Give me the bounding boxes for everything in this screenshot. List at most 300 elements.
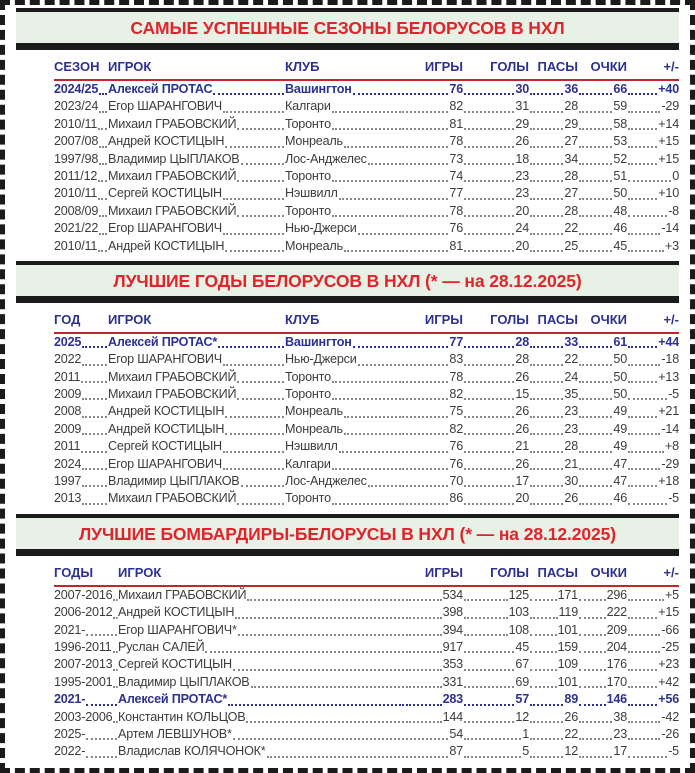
cell-value: 29: [564, 116, 578, 131]
table-row: [54, 674, 679, 691]
cell-value: 36: [564, 82, 578, 96]
cell-points: [578, 726, 627, 743]
cell-goals: [463, 421, 529, 438]
cell-points: [578, 351, 627, 368]
dot-leader: [530, 756, 563, 758]
dot-leader: [530, 381, 563, 383]
cell-value: Владимир ЦЫПЛАКОВ: [108, 151, 240, 166]
dot-leader: [628, 468, 660, 470]
cell-value: 2010/11: [54, 116, 98, 131]
cell-pm: [627, 403, 679, 420]
dot-leader: [406, 433, 448, 435]
cell-goals: [463, 709, 529, 726]
cell-season: [54, 220, 108, 237]
cell-club: [285, 185, 405, 202]
cell-value: 2023/24: [54, 99, 99, 114]
cell-goals: [463, 604, 529, 621]
cell-pm: [627, 81, 679, 98]
cell-assists: [529, 351, 578, 368]
cell-value: 353: [442, 657, 463, 672]
cell-value: 209: [606, 622, 627, 637]
column-header-label: +/-: [663, 311, 679, 327]
dot-leader: [628, 451, 664, 453]
cell-points: [578, 622, 627, 639]
cell-value: -14: [661, 221, 679, 236]
cell-value: 222: [606, 605, 627, 620]
column-header-label: ГОЛЫ: [490, 59, 529, 74]
cell-gp: [405, 709, 463, 726]
dot-leader: [464, 669, 514, 671]
dot-leader: [113, 651, 118, 653]
column-header-gp: [405, 312, 463, 327]
dot-leader: [530, 364, 563, 366]
cell-gp: [405, 203, 463, 220]
cell-value: Монреаль: [285, 421, 343, 436]
column-header-pm: [627, 312, 679, 327]
dot-leader: [233, 738, 404, 740]
cell-player: [108, 168, 285, 185]
dot-leader: [530, 721, 563, 723]
section-best-years: [16, 261, 679, 508]
dot-leader: [530, 163, 563, 165]
cell-gp: [405, 473, 463, 490]
cell-value: 171: [557, 587, 578, 602]
dot-leader: [628, 93, 657, 95]
cell-value: 28: [515, 334, 529, 349]
cell-assists: [529, 438, 578, 455]
cell-value: 45: [515, 639, 529, 654]
cell-gp: [405, 421, 463, 438]
cell-club: [285, 81, 405, 98]
cell-club: [285, 456, 405, 473]
dot-leader: [406, 651, 442, 653]
dot-leader: [579, 756, 612, 758]
dot-leader: [86, 756, 117, 758]
cell-pm: [627, 334, 679, 351]
cell-club: [285, 490, 405, 507]
column-header-label: СЕЗОН: [54, 59, 100, 74]
dot-leader: [86, 738, 117, 740]
dot-leader: [344, 250, 404, 252]
dot-leader: [251, 686, 404, 688]
cell-goals: [463, 238, 529, 255]
cell-value: 66: [613, 82, 627, 96]
column-header-label: ИГРОК: [108, 311, 152, 327]
dot-leader: [628, 215, 667, 217]
cell-gp: [405, 622, 463, 639]
cell-pm: [627, 438, 679, 455]
dot-leader: [579, 364, 612, 366]
cell-value: -14: [661, 421, 679, 436]
cell-value: 26: [564, 491, 578, 506]
cell-club: [285, 351, 405, 368]
dot-leader: [223, 468, 284, 470]
column-header-pm: [627, 59, 679, 74]
cell-value: 26: [564, 709, 578, 724]
cell-value: 331: [442, 674, 463, 689]
cell-player: [118, 622, 405, 639]
dot-leader: [579, 686, 606, 688]
cell-club: [285, 421, 405, 438]
cell-season: [54, 168, 108, 185]
cell-points: [578, 168, 627, 185]
cell-value: 2013: [54, 491, 82, 506]
cell-points: [578, 709, 627, 726]
dot-leader: [332, 180, 404, 182]
dot-leader: [464, 346, 514, 348]
dot-leader: [82, 364, 107, 366]
cell-value: Алексей ПРОТАС*: [108, 334, 218, 349]
cell-goals: [463, 351, 529, 368]
dot-leader: [579, 381, 612, 383]
cell-value: 77: [449, 186, 463, 201]
dot-leader: [579, 416, 612, 418]
cell-value: 24: [564, 369, 578, 384]
dot-leader: [225, 433, 284, 435]
cell-club: [285, 403, 405, 420]
dot-leader: [464, 111, 514, 113]
cell-value: 917: [442, 639, 463, 654]
cell-value: +13: [658, 369, 679, 384]
dot-leader: [464, 599, 508, 601]
cell-value: 87: [449, 744, 463, 759]
dot-leader: [406, 669, 442, 671]
column-header-assists: [529, 565, 578, 580]
cell-gp: [405, 133, 463, 150]
cell-goals: [463, 185, 529, 202]
column-header-goals: [463, 59, 529, 74]
cell-points: [578, 438, 627, 455]
section-title-bar: [16, 514, 679, 556]
dot-leader: [223, 233, 284, 235]
cell-points: [578, 639, 627, 656]
column-header-year: [54, 312, 108, 327]
cell-value: Торонто: [285, 369, 331, 384]
dot-leader: [628, 111, 660, 113]
section-title: ЛУЧШИЕ ГОДЫ БЕЛОРУСОВ В НХЛ (* — на 28.12.2025): [113, 270, 582, 291]
cell-value: 2003-2006: [54, 709, 113, 724]
dot-leader: [406, 346, 448, 348]
cell-value: 78: [449, 134, 463, 149]
dot-leader: [628, 503, 667, 505]
dot-leader: [628, 381, 657, 383]
cell-goals: [463, 386, 529, 403]
table-row: [54, 403, 679, 420]
cell-value: 26: [515, 134, 529, 149]
cell-value: 49: [613, 439, 627, 454]
dot-leader: [98, 128, 107, 130]
dot-leader: [82, 503, 107, 505]
table-row: [54, 151, 679, 168]
dot-leader: [628, 599, 664, 601]
cell-assists: [529, 81, 578, 98]
cell-value: 49: [613, 421, 627, 436]
cell-value: -29: [661, 99, 679, 114]
cell-player: [108, 203, 285, 220]
dot-leader: [406, 364, 448, 366]
column-header-years: [54, 565, 118, 580]
dot-leader: [530, 485, 563, 487]
cell-value: +42: [658, 674, 679, 689]
dot-leader: [464, 128, 514, 130]
cell-value: 5: [522, 744, 529, 759]
dot-leader: [579, 485, 612, 487]
cell-value: -29: [661, 456, 679, 471]
column-header-goals: [463, 312, 529, 327]
cell-value: 101: [557, 622, 578, 637]
dot-leader: [579, 721, 612, 723]
table-row: [54, 386, 679, 403]
cell-value: 83: [449, 352, 463, 367]
column-header-player: [108, 59, 285, 74]
cell-player: [118, 656, 405, 673]
cell-assists: [529, 587, 578, 604]
table-row: [54, 238, 679, 255]
cell-goals: [463, 220, 529, 237]
cell-assists: [529, 334, 578, 351]
cell-value: 29: [515, 116, 529, 131]
cell-value: Алексей ПРОТАС*: [118, 692, 228, 707]
cell-value: Торонто: [285, 387, 331, 402]
dot-leader: [628, 346, 657, 348]
dot-leader: [464, 451, 514, 453]
table-row: [54, 116, 679, 133]
cell-value: 76: [449, 439, 463, 454]
dot-leader: [82, 433, 107, 435]
cell-value: 34: [564, 151, 578, 166]
dot-leader: [237, 215, 284, 217]
cell-value: 23: [564, 404, 578, 419]
cell-value: 76: [449, 221, 463, 236]
column-header-label: ПАСЫ: [537, 59, 578, 74]
cell-value: 47: [613, 474, 627, 489]
dot-leader: [267, 756, 404, 758]
cell-value: 81: [449, 238, 463, 253]
cell-value: Нэшвилл: [285, 186, 338, 201]
cell-year: [54, 438, 108, 455]
cell-value: Лос-Анджелес: [285, 474, 367, 489]
cell-value: +3: [665, 238, 679, 253]
cell-value: 2010/11: [54, 186, 98, 201]
cell-year: [54, 334, 108, 351]
cell-value: 74: [449, 168, 463, 183]
column-header-label: ИГРЫ: [424, 59, 463, 74]
column-header-pm: [627, 565, 679, 580]
dot-leader: [406, 215, 448, 217]
cell-pm: [627, 639, 679, 656]
dot-leader: [368, 163, 404, 165]
cell-value: 2007-2013: [54, 657, 113, 672]
cell-value: Вашингтон: [285, 334, 352, 349]
column-header-club: [285, 312, 405, 327]
table-row: [54, 709, 679, 726]
cell-value: Константин КОЛЬЦОВ: [118, 709, 246, 724]
cell-value: 109: [557, 657, 578, 672]
dot-leader: [213, 93, 284, 95]
dot-leader: [628, 198, 657, 200]
dot-leader: [579, 163, 612, 165]
cell-value: 0: [672, 168, 679, 183]
dot-leader: [464, 163, 514, 165]
dot-leader: [628, 433, 660, 435]
cell-gp: [405, 403, 463, 420]
cell-value: Михаил ГРАБОВСКИЙ: [108, 203, 237, 218]
cell-goals: [463, 490, 529, 507]
cell-value: 2022-: [54, 744, 86, 759]
cell-pm: [627, 185, 679, 202]
cell-value: Торонто: [285, 491, 331, 506]
cell-value: Монреаль: [285, 404, 343, 419]
dot-leader: [237, 381, 284, 383]
cell-value: Егор ШАРАНГОВИЧ: [108, 456, 222, 471]
cell-points: [578, 369, 627, 386]
cell-goals: [463, 81, 529, 98]
dot-leader: [86, 704, 117, 706]
cell-pm: [627, 622, 679, 639]
cell-gp: [405, 98, 463, 115]
cell-value: Руслан САЛЕЙ: [118, 639, 205, 654]
cell-goals: [463, 587, 529, 604]
section-title: ЛУЧШИЕ БОМБАРДИРЫ-БЕЛОРУСЫ В НХЛ (* — на 28.12.2025): [78, 523, 617, 544]
dot-leader: [406, 416, 448, 418]
cell-gp: [405, 81, 463, 98]
dot-leader: [223, 451, 284, 453]
dot-leader: [81, 451, 107, 453]
dot-leader: [530, 128, 563, 130]
cell-value: Артем ЛЕВШУНОВ*: [118, 726, 232, 741]
cell-value: 119: [558, 605, 578, 620]
cell-value: 30: [515, 82, 529, 96]
dot-leader: [579, 669, 606, 671]
dot-leader: [530, 738, 563, 740]
dot-leader: [530, 599, 557, 601]
cell-year: [54, 421, 108, 438]
dot-leader: [464, 364, 514, 366]
cell-player: [108, 116, 285, 133]
cell-goals: [463, 369, 529, 386]
top-scorers-table: [54, 565, 679, 761]
cell-player: [108, 369, 285, 386]
section-title-bar: [16, 261, 679, 303]
cell-value: 159: [557, 639, 578, 654]
cell-goals: [463, 98, 529, 115]
cell-value: 2008: [54, 404, 82, 419]
dot-leader: [579, 451, 612, 453]
dot-leader: [235, 617, 404, 619]
cell-value: 22: [564, 352, 578, 367]
cell-value: 49: [613, 404, 627, 419]
cell-value: 82: [449, 421, 463, 436]
dot-leader: [628, 163, 657, 165]
cell-value: 2008/09: [54, 203, 99, 218]
cell-value: -8: [668, 203, 679, 218]
cell-value: Андрей КОСТИЦЫН: [108, 421, 225, 436]
table-row: [54, 726, 679, 743]
dot-leader: [579, 233, 612, 235]
cell-value: Калгари: [285, 99, 331, 114]
cell-season: [54, 238, 108, 255]
cell-years: [54, 726, 118, 743]
cell-value: 2009: [54, 421, 82, 436]
dot-leader: [464, 416, 514, 418]
cell-value: +18: [658, 474, 679, 489]
cell-assists: [529, 238, 578, 255]
dot-leader: [218, 346, 284, 348]
dot-leader: [332, 215, 404, 217]
cell-value: 24: [515, 221, 529, 236]
cell-value: -26: [661, 726, 679, 741]
cell-club: [285, 238, 405, 255]
cell-value: +10: [658, 186, 679, 201]
cell-value: Торонто: [285, 168, 331, 183]
cell-value: Калгари: [285, 456, 331, 471]
dot-leader: [579, 111, 612, 113]
cell-value: Нэшвилл: [285, 439, 338, 454]
dot-leader: [464, 503, 514, 505]
cell-value: 204: [606, 639, 627, 654]
cell-value: Андрей КОСТИЦЫН: [118, 605, 235, 620]
cell-gp: [405, 656, 463, 673]
cell-value: 103: [508, 605, 529, 620]
dot-leader: [530, 651, 557, 653]
dot-leader: [406, 180, 448, 182]
dot-leader: [99, 215, 107, 217]
column-header-label: ИГРОК: [118, 564, 162, 580]
column-header-label: КЛУБ: [285, 59, 320, 74]
cell-value: 146: [606, 692, 627, 707]
cell-player: [108, 238, 285, 255]
cell-player: [118, 639, 405, 656]
dot-leader: [223, 198, 284, 200]
dot-leader: [406, 146, 448, 148]
cell-value: 89: [564, 692, 578, 707]
dot-leader: [579, 433, 612, 435]
cell-value: Михаил ГРАБОВСКИЙ: [108, 491, 237, 506]
dot-leader: [247, 599, 404, 601]
cell-assists: [529, 386, 578, 403]
column-header-label: ГОДЫ: [54, 564, 94, 580]
cell-assists: [529, 403, 578, 420]
cell-pm: [627, 587, 679, 604]
cell-pm: [627, 456, 679, 473]
dot-leader: [353, 346, 404, 348]
section-title: САМЫЕ УСПЕШНЫЕ СЕЗОНЫ БЕЛОРУСОВ В НХЛ: [130, 18, 565, 38]
cell-points: [578, 456, 627, 473]
cell-season: [54, 98, 108, 115]
dot-leader: [628, 250, 664, 252]
cell-value: Нью-Джерси: [285, 352, 357, 367]
cell-pm: [627, 604, 679, 621]
cell-value: 23: [515, 168, 529, 183]
dot-leader: [368, 485, 404, 487]
cell-pm: [627, 168, 679, 185]
cell-value: 1: [522, 726, 529, 741]
cell-goals: [463, 674, 529, 691]
cell-goals: [463, 473, 529, 490]
cell-gp: [405, 334, 463, 351]
cell-goals: [463, 403, 529, 420]
dot-leader: [530, 180, 563, 182]
dot-leader: [464, 738, 521, 740]
dot-leader: [530, 146, 563, 148]
cell-value: 26: [515, 456, 529, 471]
cell-value: 20: [515, 238, 529, 253]
cell-value: Нью-Джерси: [285, 221, 357, 236]
cell-value: Сергей КОСТИЦЫН: [108, 186, 222, 201]
cell-club: [285, 220, 405, 237]
column-header-label: КЛУБ: [285, 311, 320, 327]
cell-value: 26: [515, 369, 529, 384]
